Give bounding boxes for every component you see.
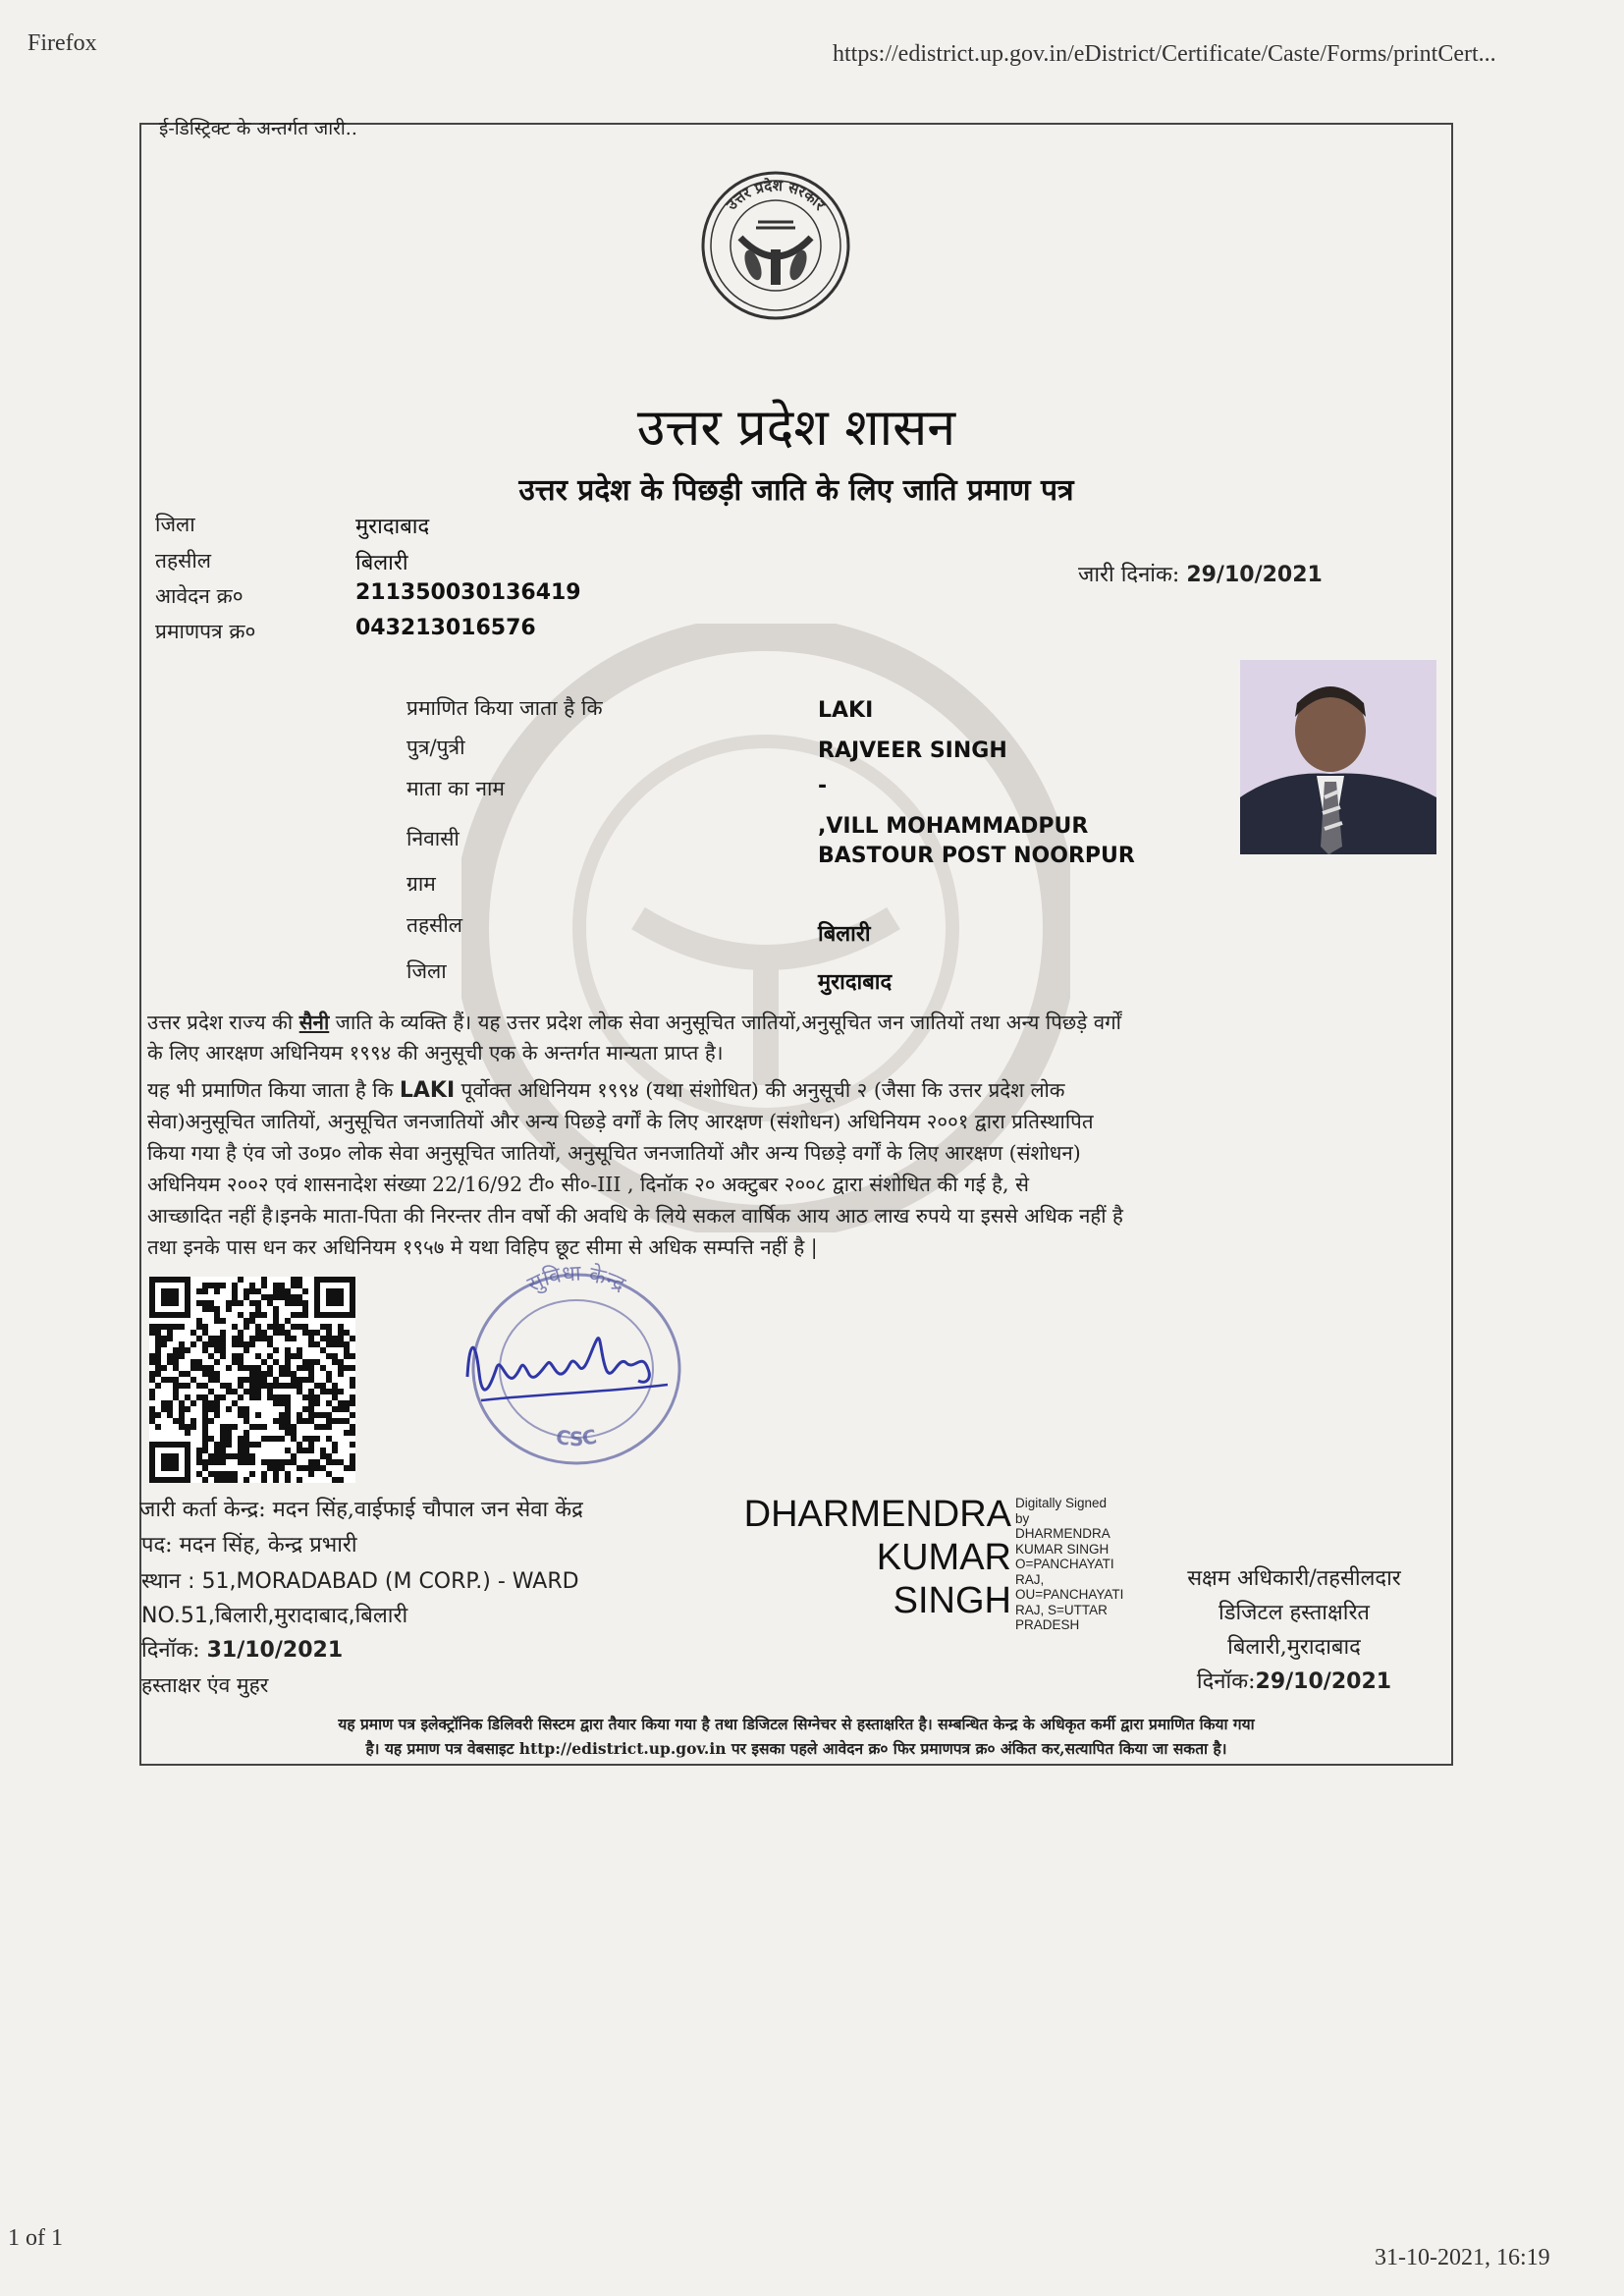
digital-signer-name (707, 1493, 1011, 1622)
body-text: जाति के व्यक्ति हैं। यह उत्तर प्रदेश लोक सेवा अनुसूचित जातियों,अनुसूचित जन जातियों तथा अन्य पिछड़े वर्गों (329, 1011, 1121, 1034)
sig-detail: RAJ, (1015, 1571, 1045, 1587)
authority-date (1147, 1665, 1441, 1699)
body-line-2: के लिए आरक्षण अधिनियम १९९४ की अनुसूची एक के अन्तर्गत मान्यता प्राप्त है। (147, 1041, 724, 1065)
footer-note-line1: यह प्रमाण पत्र इलेक्ट्रॉनिक डिलिवरी सिस्टम द्वारा तैयार किया गया है तथा डिजिटल सिग्नेचर से हस्ताक्षरित है। सम्बन्धित केन्द्र के अधिकृत कर्मी द्वारा प्रमाणित किया गया (338, 1715, 1255, 1733)
stamp-text-top: सुविधा केन्द्र (523, 1261, 629, 1298)
body-line-8: तथा इनके पास धन कर अधिनियम १९५७ मे यथा विहिप छूट सीमा से अधिक सम्पत्ति नहीं है | (147, 1235, 818, 1259)
father-name: RAJVEER SINGH (818, 738, 1007, 763)
certificate-no-value: 043213016576 (355, 616, 536, 640)
body-line-7: आच्छादित नहीं है।इनके माता-पिता की निरन्तर तीन वर्षो की अवधि के लिये सकल वार्षिक आय आठ लाख रुपये या इससे अधिक नहीं है (147, 1204, 1123, 1228)
applicant-name: LAKI (818, 698, 874, 723)
issuer-centre: जारी कर्ता केन्द्र: मदन सिंह,वाईफाई चौपाल जन सेवा केंद्र (139, 1498, 583, 1522)
authority-digitally-signed: डिजिटल हस्ताक्षरित (1218, 1601, 1370, 1625)
body-text: यह भी प्रमाणित किया जाता है कि (147, 1078, 400, 1102)
body-applicant-name: LAKI (399, 1078, 456, 1103)
signer-name-line2: KUMAR (876, 1537, 1011, 1578)
issuer-date-label: दिनॉक: (141, 1638, 207, 1663)
application-no-label: आवेदन क्र० (155, 584, 244, 608)
footer-note-line2: है। यह प्रमाण पत्र वेबसाइट http://edistrict.up.gov.in पर इसका पहले आवेदन क्र० फिर प्रमाणपत्र क्र० अंकित कर,सत्यापित किया जा सकता है। (365, 1739, 1227, 1758)
applicant-district: मुरादाबाद (818, 969, 893, 995)
page-counter: 1 of 1 (8, 2225, 63, 2251)
issuer-date (141, 1634, 343, 1664)
authority-location: बिलारी,मुरादाबाद (1227, 1635, 1361, 1660)
caste-name: सैनी (298, 1011, 330, 1034)
tehsil-label: तहसील (155, 549, 211, 573)
applicant-tehsil-label: तहसील (406, 913, 462, 937)
sig-detail: Digitally Signed (1015, 1496, 1108, 1510)
issued-under-note: ई-डिस्ट्रिक्ट के अन्तर्गत जारी.. (159, 118, 357, 139)
sig-detail: RAJ, S=UTTAR (1015, 1602, 1108, 1617)
body-line-1 (147, 1008, 1121, 1038)
issuer-place-line2: NO.51,बिलारी,मुरादाबाद,बिलारी (141, 1604, 408, 1628)
district-label: जिला (155, 513, 195, 536)
issue-date-label: जारी दिनांक: (1078, 563, 1180, 587)
authority-date-value: 29/10/2021 (1255, 1669, 1392, 1694)
sig-detail: OU=PANCHAYATI (1015, 1587, 1124, 1602)
body-line-5: किया गया है एंव जो उ०प्र० लोक सेवा अनुसूचित जातियों, अनुसूचित जनजातियों और अन्य पिछड़े वर्गों के लिए आरक्षण (संशोधन) (147, 1141, 1081, 1165)
handwritten-signature-icon (467, 1339, 649, 1391)
certified-label: प्रमाणित किया जाता है कि (406, 696, 603, 720)
issuer-post: पद: मदन सिंह, केन्द्र प्रभारी (141, 1533, 357, 1558)
stamp-text-bottom: CSC (554, 1424, 599, 1451)
signer-name-line3: SINGH (893, 1580, 1011, 1621)
sig-detail: PRADESH (1015, 1617, 1080, 1632)
body-line-4: सेवा)अनुसूचित जातियों, अनुसूचित जनजातियों और अन्य पिछड़े वर्गों के लिए आरक्षण (संशोधन) अधिनियम २००१ द्वारा प्रतिस्थापित (147, 1110, 1094, 1133)
applicant-tehsil: बिलारी (818, 921, 871, 947)
up-emblem-icon (699, 169, 852, 322)
authority-date-label: दिनॉक: (1196, 1669, 1256, 1694)
page-url: https://edistrict.up.gov.in/eDistrict/Certificate/Caste/Forms/printCert... (833, 41, 1496, 67)
district-value: मुरादाबाद (355, 515, 430, 539)
issuer-date-value: 31/10/2021 (206, 1638, 344, 1663)
svg-text:CSC (554, 1425, 599, 1451)
resident-line1: ,VILL MOHAMMADPUR (818, 814, 1089, 839)
government-title: उत्तर प्रदेश शासन (636, 399, 956, 458)
certificate-no-label: प्रमाणपत्र क्र० (155, 620, 256, 643)
sig-detail: DHARMENDRA (1015, 1526, 1110, 1541)
authority-block (1147, 1561, 1441, 1699)
issue-date (1078, 559, 1323, 588)
digital-signature-details (1015, 1496, 1145, 1633)
resident-label: निवासी (406, 827, 460, 850)
certificate-title: उत्तर प्रदेश के पिछड़ी जाति के लिए जाति प्रमाण पत्र (518, 473, 1074, 508)
tehsil-value: बिलारी (355, 551, 408, 575)
issuer-place-line1: स्थान : 51,MORADABAD (M CORP.) - WARD (141, 1569, 579, 1594)
sig-detail: by (1015, 1510, 1030, 1526)
csc-stamp-seal (454, 1261, 699, 1467)
mother-label: माता का नाम (406, 777, 505, 800)
sign-and-seal-label: हस्ताक्षर एंव मुहर (141, 1673, 269, 1697)
village-label: ग्राम (406, 872, 436, 896)
mother-name: - (818, 774, 828, 798)
resident-line2: BASTOUR POST NOORPUR (818, 844, 1135, 868)
sig-detail: O=PANCHAYATI (1015, 1557, 1114, 1571)
body-line-3 (147, 1075, 1065, 1106)
print-timestamp: 31-10-2021, 16:19 (1375, 2245, 1550, 2270)
signer-name-line1: DHARMENDRA (743, 1494, 1011, 1535)
authority-title: सक्षम अधिकारी/तहसीलदार (1187, 1566, 1401, 1591)
body-text: पूर्वोक्त अधिनियम १९९४ (यथा संशोधित) की अनुसूची २ (जैसा कि उत्तर प्रदेश लोक (455, 1078, 1065, 1102)
emblem-text: उत्तर प्रदेश सरकार (723, 176, 830, 214)
body-line-6: अधिनियम २००२ एवं शासनादेश संख्या 22/16/92 टी० सी०-III , दिनॉक २० अक्टुबर २००८ द्वारा संशोधित की गई है, से (147, 1173, 1029, 1196)
applicant-district-label: जिला (406, 959, 447, 983)
application-no-value: 211350030136419 (355, 580, 581, 605)
qr-code-icon (149, 1277, 355, 1483)
father-label: पुत्र/पुत्री (406, 736, 465, 759)
issue-date-value: 29/10/2021 (1186, 563, 1323, 587)
applicant-photo (1240, 660, 1436, 854)
sig-detail: KUMAR SINGH (1015, 1541, 1110, 1557)
body-text: उत्तर प्रदेश राज्य की (147, 1011, 299, 1034)
browser-app-name: Firefox (27, 30, 97, 56)
